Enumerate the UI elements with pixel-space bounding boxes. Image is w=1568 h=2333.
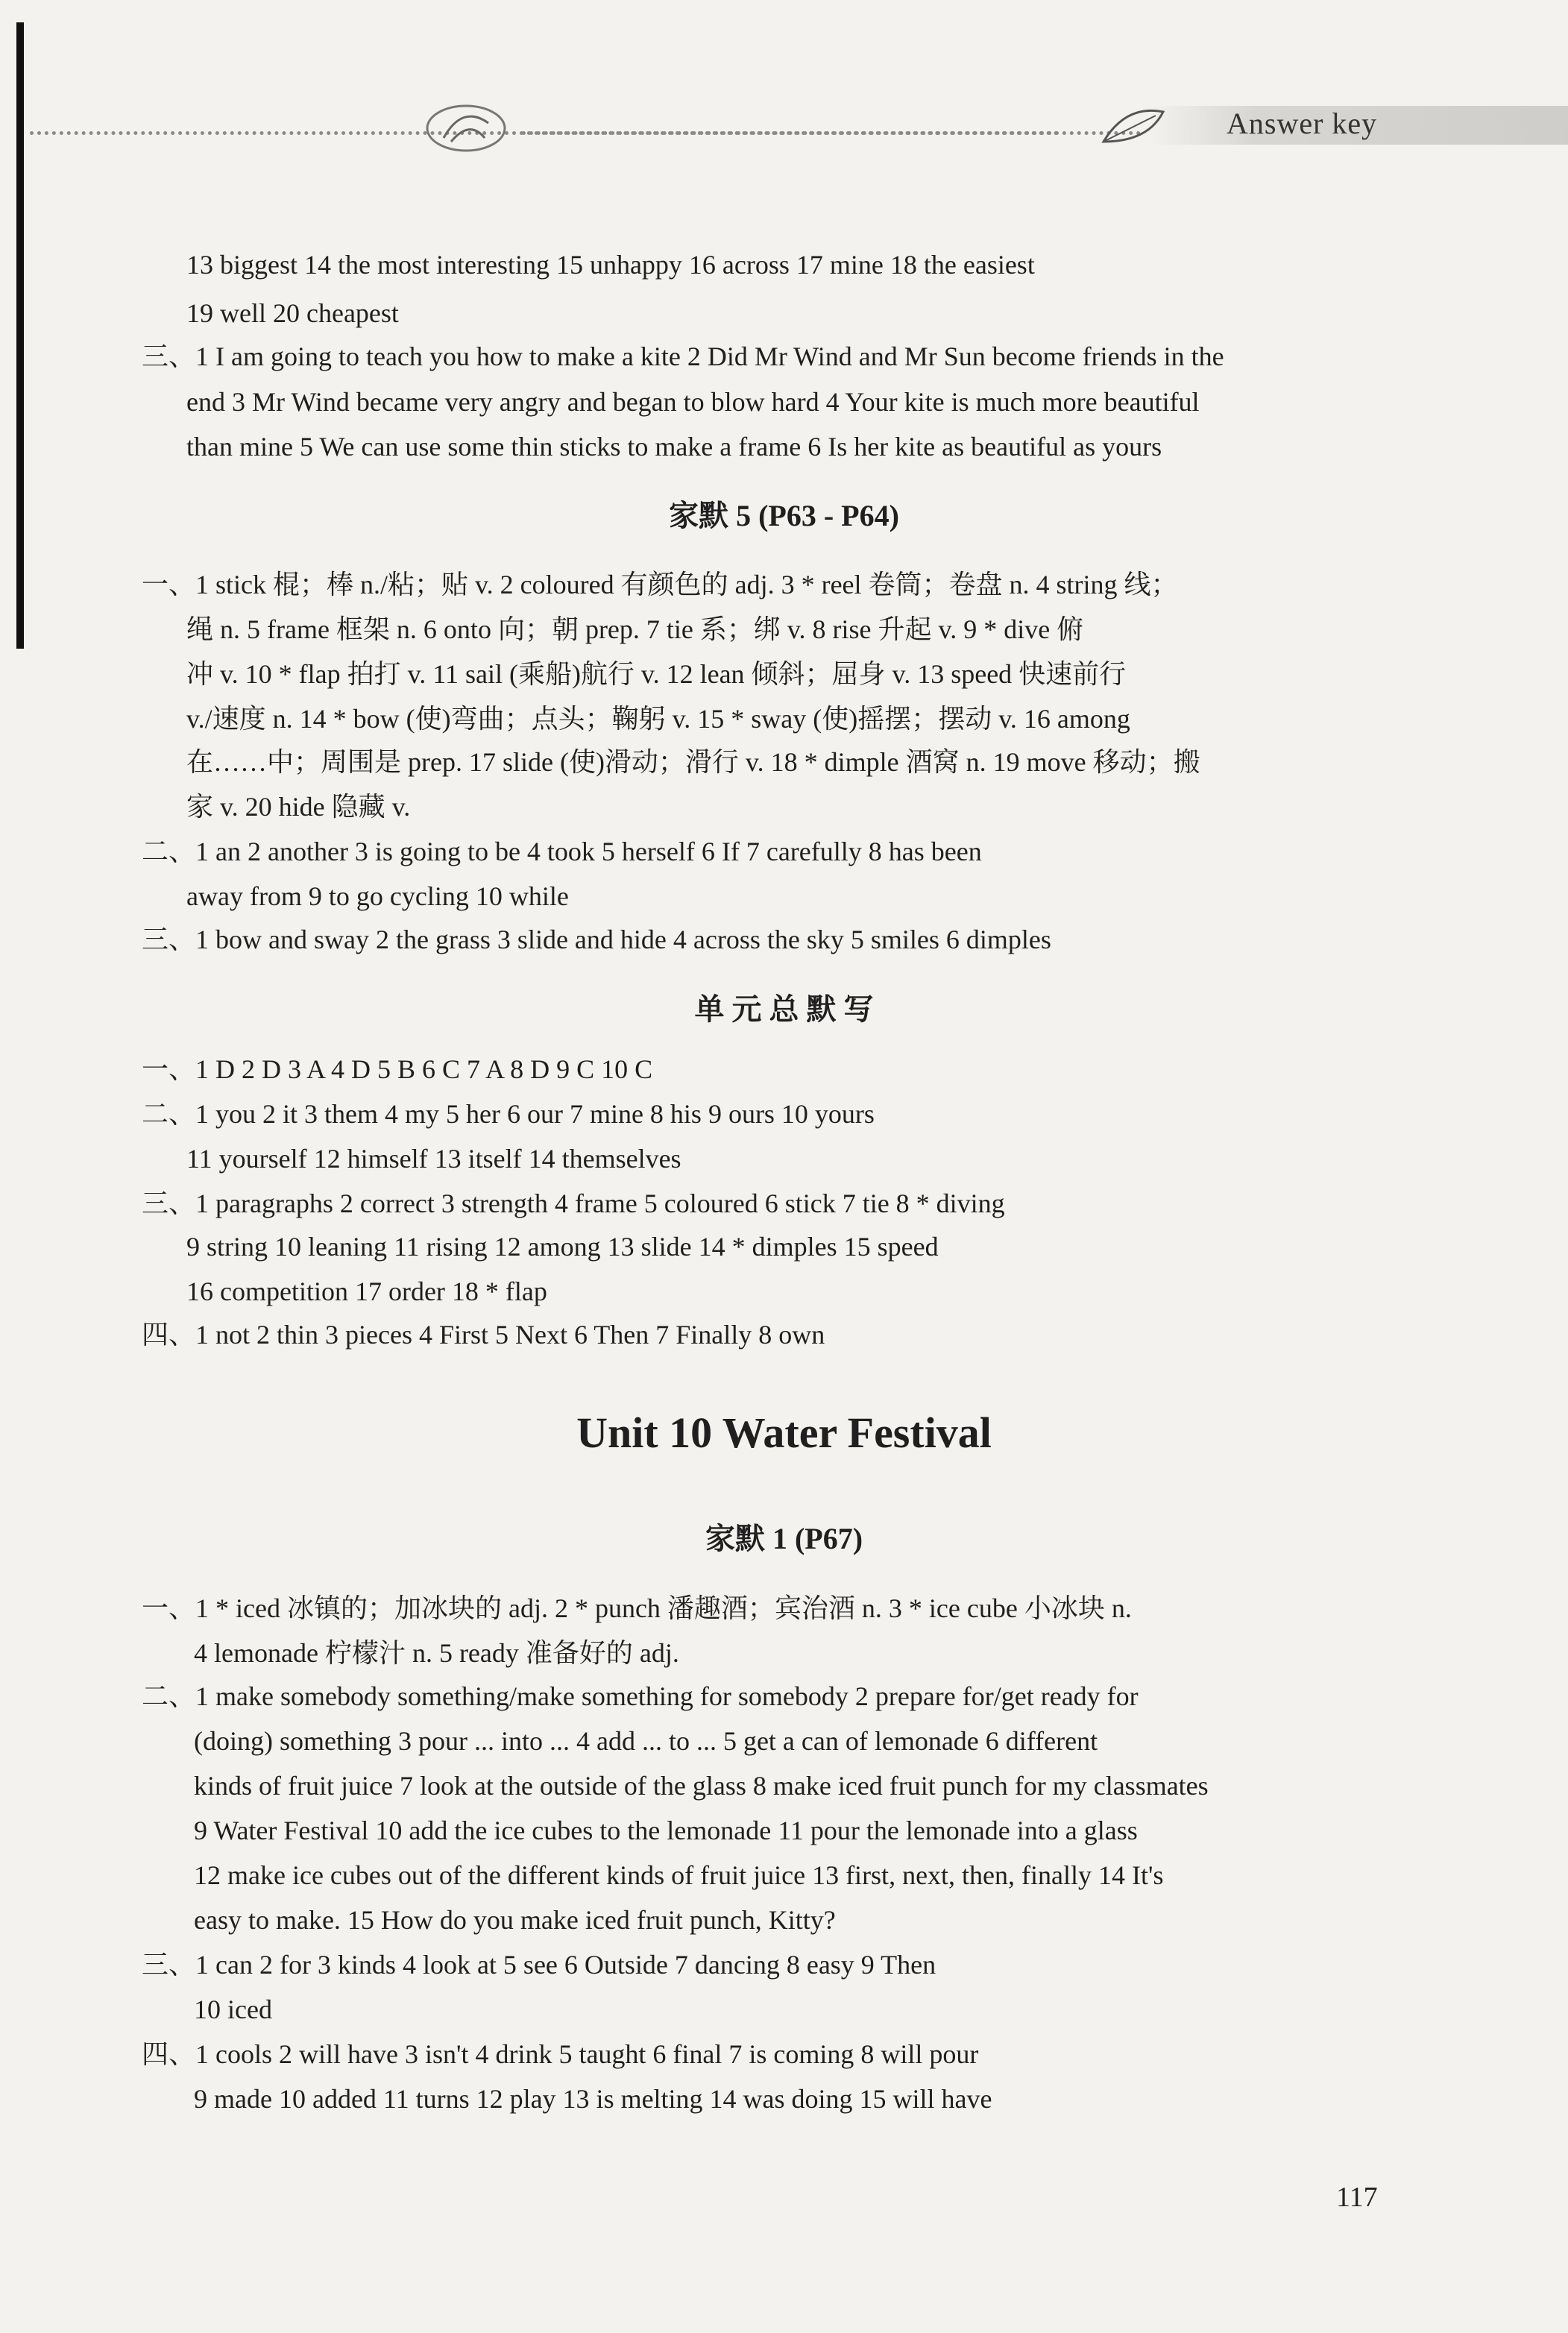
text-line: 16 competition 17 order 18 * flap [186,1276,547,1306]
text-line: kinds of fruit juice 7 look at the outside of the glass 8 make iced fruit punch for my classmates [194,1771,1209,1801]
text-line: 19 well 20 cheapest [186,298,399,328]
text-line: 二、1 an 2 another 3 is going to be 4 took 5 herself 6 If 7 carefully 8 has been [142,837,982,866]
page-number: 117 [1336,2182,1378,2213]
doodle-icon [410,97,522,157]
left-margin-rule [16,22,24,649]
text-line: 三、1 bow and sway 2 the grass 3 slide and hide 4 across the sky 5 smiles 6 dimples [142,925,1051,954]
text-line: 三、1 can 2 for 3 kinds 4 look at 5 see 6 Outside 7 dancing 8 easy 9 Then [142,1950,936,1980]
text-line: 四、1 cools 2 will have 3 isn't 4 drink 5 taught 6 final 7 is coming 8 will pour [142,2039,979,2069]
text-line: 二、1 make somebody something/make something for somebody 2 prepare for/get ready for [142,1681,1139,1711]
text-line: 家 v. 20 hide 隐藏 v. [186,792,411,822]
dotted-rule-right [522,131,1141,135]
text-line: 9 Water Festival 10 add the ice cubes to the lemonade 11 pour the lemonade into a glass [194,1816,1138,1845]
unit-title: Unit 10 Water Festival [576,1408,992,1457]
text-line: 9 made 10 added 11 turns 12 play 13 is melting 14 was doing 15 will have [194,2084,992,2114]
text-line: 一、1 * iced 冰镇的；加冰块的 adj. 2 * punch 潘趣酒；宾治酒 n. 3 * ice cube 小冰块 n. [142,1593,1132,1623]
text-line: 13 biggest 14 the most interesting 15 unhappy 16 across 17 mine 18 the easiest [186,250,1035,280]
header-title: Answer key [1227,107,1378,140]
page-header [30,97,1551,157]
text-line: 四、1 not 2 thin 3 pieces 4 First 5 Next 6 Then 7 Finally 8 own [142,1320,825,1350]
text-line: away from 9 to go cycling 10 while [186,881,569,911]
text-line: 一、1 D 2 D 3 A 4 D 5 B 6 C 7 A 8 D 9 C 10 C [142,1054,653,1084]
text-line: 4 lemonade 柠檬汁 n. 5 ready 准备好的 adj. [194,1638,679,1668]
text-line: 冲 v. 10 * flap 拍打 v. 11 sail (乘船)航行 v. 12 lean 倾斜；屈身 v. 13 speed 快速前行 [186,659,1127,689]
text-line: 绳 n. 5 frame 框架 n. 6 onto 向；朝 prep. 7 tie 系；绑 v. 8 rise 升起 v. 9 * dive 俯 [186,614,1084,644]
text-line: 三、1 paragraphs 2 correct 3 strength 4 frame 5 coloured 6 stick 7 tie 8 * diving [142,1188,1005,1218]
text-line: than mine 5 We can use some thin sticks to make a frame 6 Is her kite as beautiful as yours [186,432,1162,462]
text-line: end 3 Mr Wind became very angry and began to blow hard 4 Your kite is much more beautiful [186,387,1200,417]
section-title: 家默 1 (P67) [705,1522,863,1555]
text-line: 10 iced [194,1994,272,2024]
text-line: v./速度 n. 14 * bow (使)弯曲；点头；鞠躬 v. 15 * sway (使)摇摆；摆动 v. 16 among [186,704,1130,734]
text-line: (doing) something 3 pour ... into ... 4 add ... to ... 5 get a can of lemonade 6 different [194,1726,1098,1756]
text-line: 12 make ice cubes out of the different kinds of fruit juice 13 first, next, then, finally 14 It's [194,1860,1164,1890]
section-title: 家默 5 (P63 - P64) [669,499,899,532]
text-line: 二、1 you 2 it 3 them 4 my 5 her 6 our 7 mine 8 his 9 ours 10 yours [142,1099,875,1129]
leaf-icon [1089,97,1178,157]
text-line: 三、1 I am going to teach you how to make a kite 2 Did Mr Wind and Mr Sun become friends in the [142,341,1224,371]
text-line: 9 string 10 leaning 11 rising 12 among 13 slide 14 * dimples 15 speed [186,1232,939,1262]
section-title: 单 元 总 默 写 [694,992,874,1026]
text-line: 11 yourself 12 himself 13 itself 14 themselves [186,1144,681,1174]
text-line: 一、1 stick 棍；棒 n./粘；贴 v. 2 coloured 有颜色的 adj. 3 * reel 卷筒；卷盘 n. 4 string 线； [142,570,1178,599]
text-line: easy to make. 15 How do you make iced fruit punch, Kitty? [194,1905,836,1935]
text-line: 在……中；周围是 prep. 17 slide (使)滑动；滑行 v. 18 * dimple 酒窝 n. 19 move 移动；搬 [186,747,1200,777]
